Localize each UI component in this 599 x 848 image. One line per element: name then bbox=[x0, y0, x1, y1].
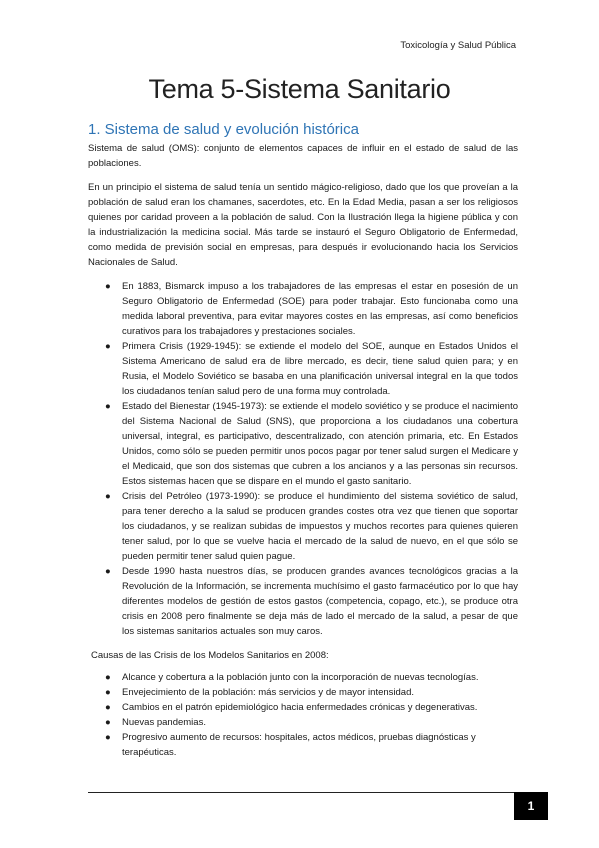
bullet-icon: ● bbox=[105, 717, 111, 728]
list-item-text: Desde 1990 hasta nuestros días, se producen grandes avances tecnológicos gracias a la Revolución de la Información, se incrementa muchísimo el gasto farmacéutico por lo que hay diferentes modelos de gestión de estos gastos (competencia, copago, etc.), se produce otra crisis en 2008 pero finalmente se deja más de lado el mercado de la salud, a pesar de que los sistemas sanitarios actuales son muy caros. bbox=[122, 566, 518, 637]
history-list bbox=[88, 279, 518, 639]
running-header: Toxicología y Salud Pública bbox=[400, 40, 516, 51]
list-item-text: Alcance y cobertura a la población junto con la incorporación de nuevas tecnologías. bbox=[122, 672, 479, 683]
list-item bbox=[88, 715, 518, 730]
bullet-icon: ● bbox=[105, 341, 111, 352]
list-item-text: Primera Crisis (1929-1945): se extiende el modelo del SOE, aunque en Estados Unidos el Sistema Americano de salud era de libre mercado, es decir, tiene salud quien para; y en Rusia, el Modelo Soviético se basaba en una planificación universal integral en la que todos los ciudadanos tenían salud pero de una forma muy controlada. bbox=[122, 341, 518, 397]
page-title: Tema 5-Sistema Sanitario bbox=[148, 74, 451, 104]
list-item-text: Cambios en el patrón epidemiológico hacia enfermedades crónicas y degenerativas. bbox=[122, 702, 478, 713]
paragraph-history-intro: En un principio el sistema de salud tenía un sentido mágico-religioso, dado que los que proveían a la población de salud eran los chamanes, sacerdotes, etc. En la Edad Media, pasan a ser los religiosos quienes por caridad proveen a la población de salud. Con la Ilustración llega la higiene pública y con la industrialización la medicina social. Más tarde se instauró el Seguro Obligatorio de Enfermedad, como medida de previsión social en empresas, para después ir evolucionando hacia los Servicios Nacionales de Salud. bbox=[88, 182, 518, 268]
list-item bbox=[88, 399, 518, 489]
bullet-icon: ● bbox=[105, 687, 111, 698]
bullet-icon: ● bbox=[105, 702, 111, 713]
paragraph-definition: Sistema de salud (OMS): conjunto de elementos capaces de influir en el estado de salud de las poblaciones. bbox=[88, 143, 518, 169]
list-item-text: Estado del Bienestar (1945-1973): se extiende el modelo soviético y se produce el nacimiento del Sistema Nacional de Salud (SNS), que proporciona a los ciudadanos una cobertura universal, integral, es participativo, descentralizado, con atención primaria, etc. En Estados Unidos, como sólo se pueden permitir unos pocos pagar por tener salud surgen el Medicare y el Medicaid, que son dos sistemas que cubren a los ancianos y a las personas sin recursos. Estos sistemas hacen que se dispare en el mundo el gasto sanitario. bbox=[122, 401, 518, 487]
list-item bbox=[88, 700, 518, 715]
list-item-text: Envejecimiento de la población: más servicios y de mayor intensidad. bbox=[122, 687, 415, 698]
page-number: 1 bbox=[514, 792, 548, 820]
footer-divider bbox=[88, 792, 514, 793]
list-item bbox=[88, 670, 518, 685]
list-item-text: En 1883, Bismarck impuso a los trabajadores de las empresas el estar en posesión de un Seguro Obligatorio de Enfermedad (SOE) para poder trabajar. Esto funcionaba como una medida laboral preventiva, para evitar mayores costes en las empresas, así como beneficios curativos para los trabajadores y prestaciones sociales. bbox=[122, 281, 518, 337]
bullet-icon: ● bbox=[105, 401, 111, 412]
list-item-text: Progresivo aumento de recursos: hospitales, actos médicos, pruebas diagnósticas y terapéuticas. bbox=[122, 732, 476, 758]
bullet-icon: ● bbox=[105, 281, 111, 292]
list-item-text: Crisis del Petróleo (1973-1990): se produce el hundimiento del sistema soviético de salud, para tener derecho a la salud se producen grandes costes otra vez que tienen que soportar los ciudadanos, y se realizan subidas de impuestos y muchos recortes para quienes quieren tener salud, por lo que se vuelve hacia el mercado de la salud de nuevo, en el que sólo se pueden permitir tener salud quien pague. bbox=[122, 491, 518, 562]
list-item-text: Nuevas pandemias. bbox=[122, 717, 206, 728]
bullet-icon: ● bbox=[105, 491, 111, 502]
bullet-icon: ● bbox=[105, 566, 111, 577]
section-heading: 1. Sistema de salud y evolución histórica bbox=[88, 121, 359, 138]
causes-list bbox=[88, 670, 518, 760]
causes-intro: Causas de las Crisis de los Modelos Sanitarios en 2008: bbox=[91, 650, 329, 661]
list-item bbox=[88, 564, 518, 639]
bullet-icon: ● bbox=[105, 732, 111, 743]
list-item bbox=[88, 489, 518, 564]
list-item bbox=[88, 730, 518, 760]
body-content bbox=[88, 141, 518, 769]
bullet-icon: ● bbox=[105, 672, 111, 683]
list-item bbox=[88, 279, 518, 339]
list-item bbox=[88, 339, 518, 399]
list-item bbox=[88, 685, 518, 700]
